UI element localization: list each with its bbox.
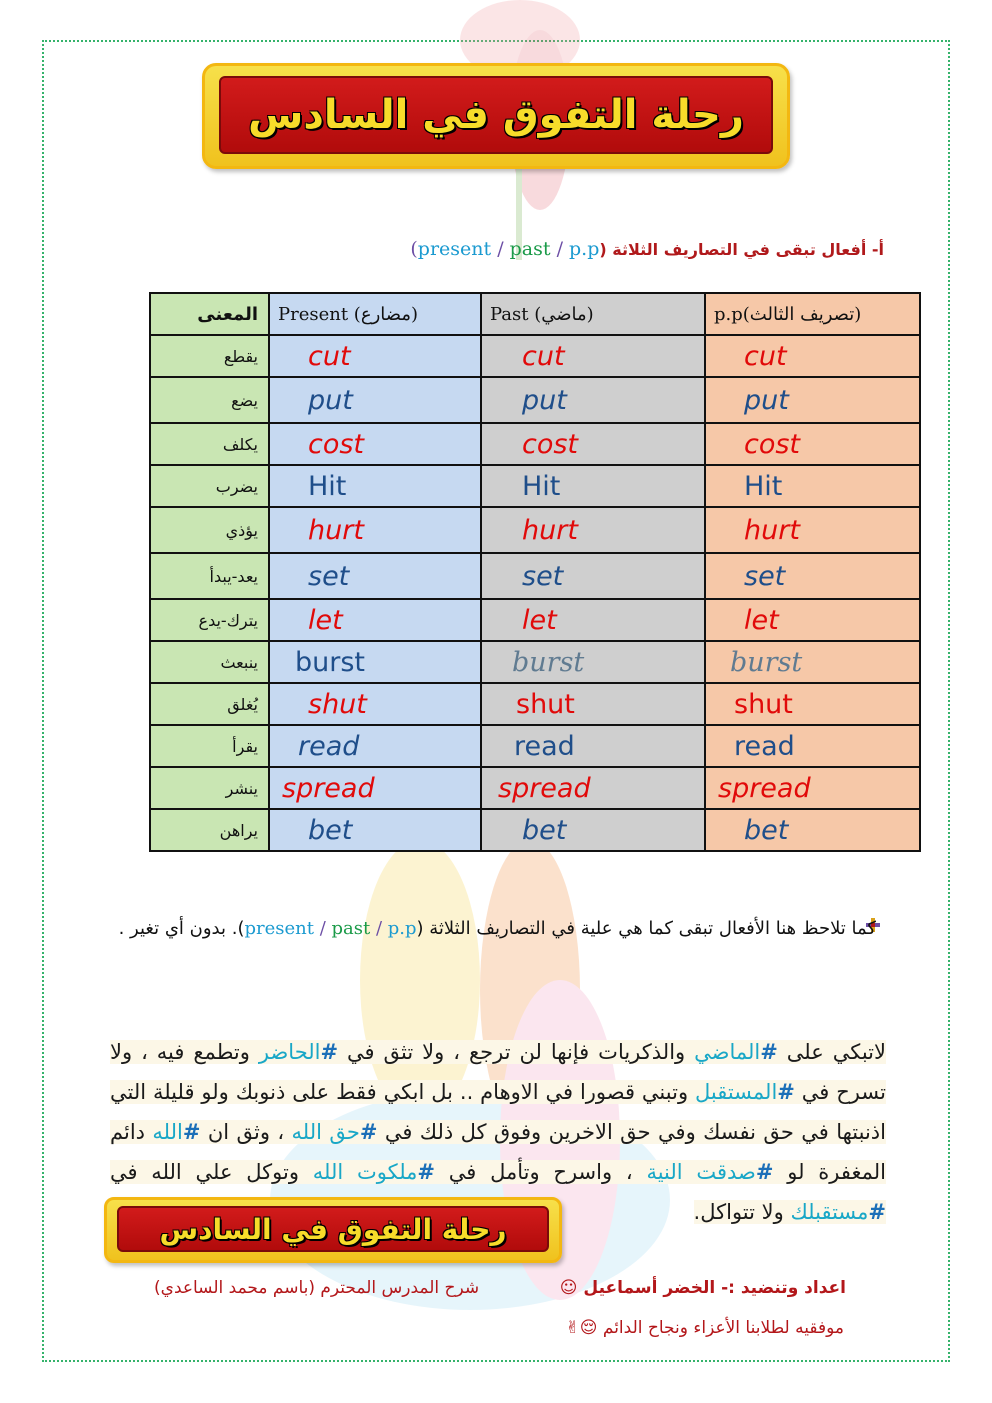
- verb-pp: spread: [718, 772, 811, 804]
- table-row: [150, 683, 920, 725]
- table-row: [150, 809, 920, 851]
- quote-text: وتطمع فيه ، ولا تسرح في: [110, 1040, 886, 1104]
- heading-present: present: [417, 238, 492, 260]
- meaning-cell: يعد-يبدأ: [150, 553, 269, 599]
- meaning-cell: يراهن: [150, 809, 269, 851]
- banner-title: رحلة التفوق في السادس: [219, 76, 773, 154]
- heading-close: ): [410, 238, 418, 260]
- hashtag: #: [868, 1200, 886, 1224]
- bottom-banner: [104, 1197, 562, 1263]
- verb-present: set: [308, 560, 350, 592]
- heading-sep-2: /: [550, 238, 570, 260]
- verb-past: let: [522, 604, 557, 636]
- table-row: [150, 465, 920, 507]
- table-row: [150, 641, 920, 683]
- heading-pp: p.p: [569, 238, 600, 260]
- verb-past: put: [522, 384, 567, 416]
- verb-present: shut: [308, 688, 367, 720]
- table-row: [150, 767, 920, 809]
- meaning-cell: يكلف: [150, 423, 269, 465]
- hashtag: #: [417, 1160, 436, 1184]
- quote-text: دائم المغفرة لو: [110, 1120, 886, 1184]
- verb-pp: let: [744, 604, 779, 636]
- verb-past: set: [522, 560, 564, 592]
- hashtag-word: المستقبل: [694, 1080, 778, 1104]
- meaning-cell: ينبعث: [150, 641, 269, 683]
- note-paragraph: [116, 912, 876, 946]
- quote-text: ولا تتواكل.: [693, 1200, 791, 1224]
- verb-past: shut: [516, 688, 575, 720]
- hashtag-word: الماضي: [694, 1040, 761, 1064]
- meaning-cell: ينشر: [150, 767, 269, 809]
- verb-pp: put: [744, 384, 789, 416]
- credits-prepared: اعداد وتنضيد :- الخضر أسماعيل ☺: [559, 1278, 846, 1298]
- verb-pp: cut: [744, 340, 787, 372]
- table-row: [150, 725, 920, 767]
- note-sep-2: /: [370, 918, 388, 939]
- hashtag-word: ملكوت الله: [312, 1160, 418, 1184]
- verb-present: burst: [295, 646, 366, 678]
- verb-past: cut: [522, 340, 565, 372]
- verb-present: hurt: [308, 514, 364, 546]
- quote-text: ، وثق ان: [200, 1120, 292, 1144]
- note-present: present: [244, 918, 314, 939]
- verb-past: spread: [498, 772, 591, 804]
- verb-present: bet: [308, 814, 353, 846]
- verb-pp: shut: [734, 688, 793, 720]
- section-heading: [410, 238, 884, 260]
- verb-past: hurt: [522, 514, 578, 546]
- hashtag: #: [755, 1160, 774, 1184]
- meaning-cell: يُغلق: [150, 683, 269, 725]
- verb-pp: hurt: [744, 514, 800, 546]
- table-row: [150, 423, 920, 465]
- note-past: past: [331, 918, 371, 939]
- hashtag: #: [359, 1120, 378, 1144]
- meaning-cell: يقرأ: [150, 725, 269, 767]
- meaning-cell: يضرب: [150, 465, 269, 507]
- quote-text: وتبني قصورا في الاوهام .. بل ابكي فقط على ذنوبك ولو قليلة التي اذنبتها في حق نفسك وفي حق الاخرين وفوق كل ذلك في: [110, 1080, 886, 1144]
- verb-past: cost: [522, 428, 579, 460]
- verb-past: bet: [522, 814, 567, 846]
- header-past: Past (ماضي): [481, 293, 705, 335]
- note-text-1: كما تلاحظ هنا الأفعال تبقى كما هي علية في التصاريف الثلاثة (: [416, 918, 876, 939]
- hashtag-word: الله: [152, 1120, 183, 1144]
- note-pp: p.p: [387, 918, 417, 939]
- verb-pp: set: [744, 560, 786, 592]
- verb-past: burst: [512, 646, 585, 678]
- header-meaning: المعنى: [150, 293, 269, 335]
- hashtag-word: حق الله: [291, 1120, 360, 1144]
- verb-pp: Hit: [744, 470, 783, 502]
- quote-text: لاتبكي على: [777, 1040, 886, 1064]
- header-pp: p.p(تصريف الثالث): [705, 293, 920, 335]
- heading-past: past: [509, 238, 551, 260]
- hashtag: #: [182, 1120, 201, 1144]
- meaning-cell: يقطع: [150, 335, 269, 377]
- verb-past: read: [514, 730, 575, 762]
- credits-wish: موفقيه لطلابنا الأعزاء ونجاح الدائم 😌✌: [565, 1318, 844, 1338]
- table-row: [150, 507, 920, 553]
- heading-sep-1: /: [491, 238, 510, 260]
- quote-text: والذكريات فإنها لن ترجع ، ولا تثق في: [338, 1040, 695, 1064]
- note-text-2: ). بدون أي تغير .: [118, 918, 245, 939]
- verb-present: cut: [308, 340, 351, 372]
- verbs-table: [149, 292, 921, 852]
- verb-present: put: [308, 384, 353, 416]
- hashtag-word: مستقبلك: [790, 1200, 869, 1224]
- table-row: [150, 599, 920, 641]
- heading-arabic: أ- أفعال تبقى في التصاريف الثلاثة (: [599, 240, 884, 259]
- hashtag: #: [320, 1040, 339, 1064]
- title-banner: [202, 63, 790, 169]
- verb-pp: bet: [744, 814, 789, 846]
- verb-pp: read: [734, 730, 795, 762]
- table-row: [150, 377, 920, 423]
- table-row: [150, 553, 920, 599]
- verb-present: cost: [308, 428, 365, 460]
- hashtag-word: صدقت النية: [646, 1160, 756, 1184]
- credits-explanation: شرح المدرس المحترم (باسم محمد الساعدي): [154, 1278, 480, 1298]
- quote-text: ، واسرح وتأمل في: [435, 1160, 647, 1184]
- verb-present: spread: [282, 772, 375, 804]
- table-row: [150, 335, 920, 377]
- verb-present: read: [298, 730, 360, 762]
- hashtag-word: الحاضر: [258, 1040, 321, 1064]
- verb-present: let: [308, 604, 343, 636]
- verb-pp: burst: [730, 646, 803, 678]
- hashtag: #: [760, 1040, 778, 1064]
- verb-present: Hit: [308, 470, 347, 502]
- note-sep-1: /: [313, 918, 332, 939]
- meaning-cell: يضع: [150, 377, 269, 423]
- quote-text: وتوكل علي الله في: [110, 1160, 313, 1184]
- bottom-banner-title: رحلة التفوق في السادس: [117, 1206, 549, 1252]
- verb-past: Hit: [522, 470, 561, 502]
- meaning-cell: يؤذي: [150, 507, 269, 553]
- verb-pp: cost: [744, 428, 801, 460]
- meaning-cell: يترك-يدع: [150, 599, 269, 641]
- hashtag: #: [777, 1080, 795, 1104]
- table-header-row: [150, 293, 920, 335]
- header-present: Present (مضارع): [269, 293, 481, 335]
